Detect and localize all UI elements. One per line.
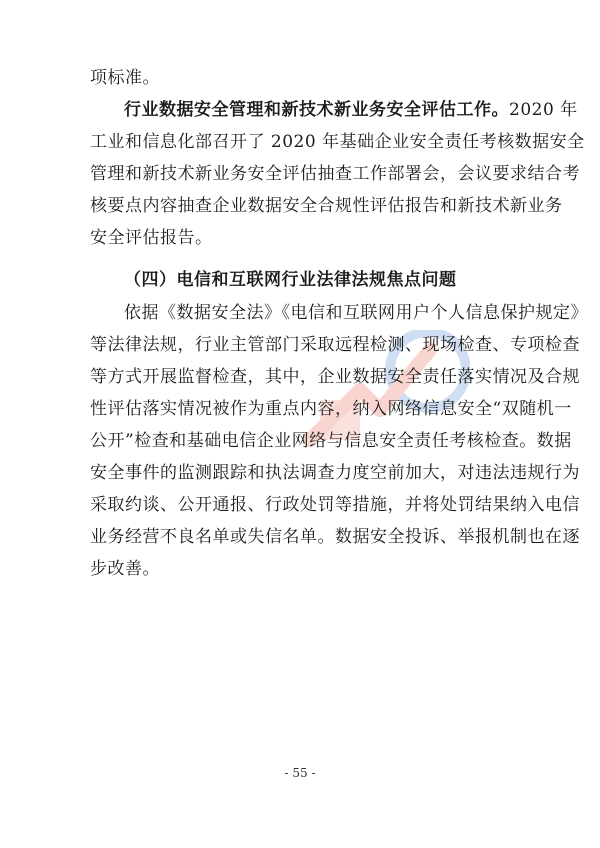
text-line: 项标准。 (90, 68, 160, 88)
text-line: 安全事件的监测跟踪和执法调查力度空前加大，对违法违规行为 (90, 463, 580, 483)
text-line: 性评估落实情况被作为重点内容，纳入网络信息安全“双随机一 (90, 399, 572, 419)
text-line: 依据《数据安全法》《电信和互联网用户个人信息保护规定》 (124, 303, 588, 323)
text-line: 等法律法规，行业主管部门采取远程检测、现场检查、专项检查 (90, 335, 580, 355)
paragraph-data-security-management (90, 94, 585, 254)
text-line: 等方式开展监督检查，其中，企业数据安全责任落实情况及合规 (90, 367, 580, 387)
text-line: 业务经营不良名单或失信名单。数据安全投诉、举报机制也在逐 (90, 527, 580, 547)
text-line: 步改善。 (90, 559, 160, 579)
text-line: 公开”检查和基础电信企业网络与信息安全责任考核检查。数据 (90, 431, 572, 451)
text-line: 管理和新技术新业务安全评估抽查工作部署会，会议要求结合考 (90, 164, 580, 184)
text-line: 核要点内容抽查企业数据安全合规性评估报告和新技术新业务 (90, 196, 563, 216)
text-line: 安全评估报告。 (90, 228, 213, 248)
paragraph-lead-title: 行业数据安全管理和新技术新业务安全评估工作。 (124, 100, 509, 120)
paragraph-legal-focus (90, 297, 588, 585)
section-heading: （四）电信和互联网行业法律法规焦点问题 (124, 270, 457, 290)
text-line (90, 94, 578, 126)
page-number: - 55 - (284, 766, 316, 780)
text-line: 工业和信息化部召开了 2020 年基础企业安全责任考核数据安全 (90, 132, 585, 152)
paragraph-continuation (90, 62, 514, 94)
text-fragment: 2020 年 (509, 100, 578, 120)
text-line: 采取约谈、公开通报、行政处罚等措施，并将处罚结果纳入电信 (90, 495, 580, 515)
